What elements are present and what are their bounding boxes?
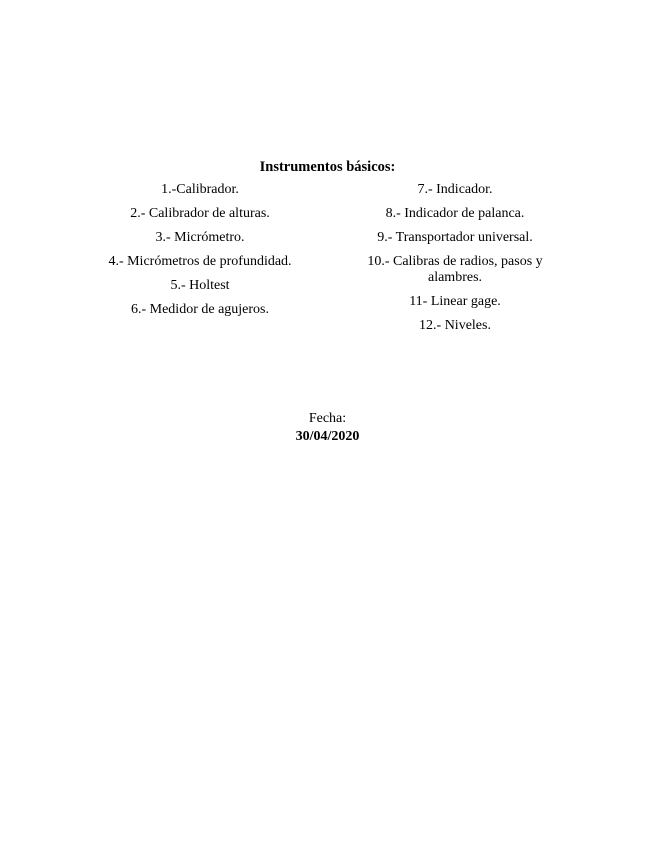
list-item: 10.- Calibras de radios, pasos y alambres. <box>367 254 543 285</box>
date-label: Fecha: <box>308 411 347 426</box>
list-item: 3.- Micrómetro. <box>155 230 245 245</box>
list-item: 2.- Calibrador de alturas. <box>130 206 270 221</box>
instrument-list-right <box>355 182 555 342</box>
list-item: 8.- Indicador de palanca. <box>385 206 525 221</box>
page-title: Instrumentos básicos: <box>259 159 396 175</box>
date-value: 30/04/2020 <box>295 429 360 444</box>
instrument-list-left <box>80 182 320 326</box>
list-item: 9.- Transportador universal. <box>377 230 533 245</box>
list-item: 11- Linear gage. <box>409 294 501 309</box>
list-item: 5.- Holtest <box>170 278 230 293</box>
list-item: 12.- Niveles. <box>419 318 491 333</box>
list-item: 4.- Micrómetros de profundidad. <box>108 254 292 269</box>
list-item: 6.- Medidor de agujeros. <box>130 302 270 317</box>
list-item: 7.- Indicador. <box>417 182 493 197</box>
list-item: 1.-Calibrador. <box>161 182 239 197</box>
